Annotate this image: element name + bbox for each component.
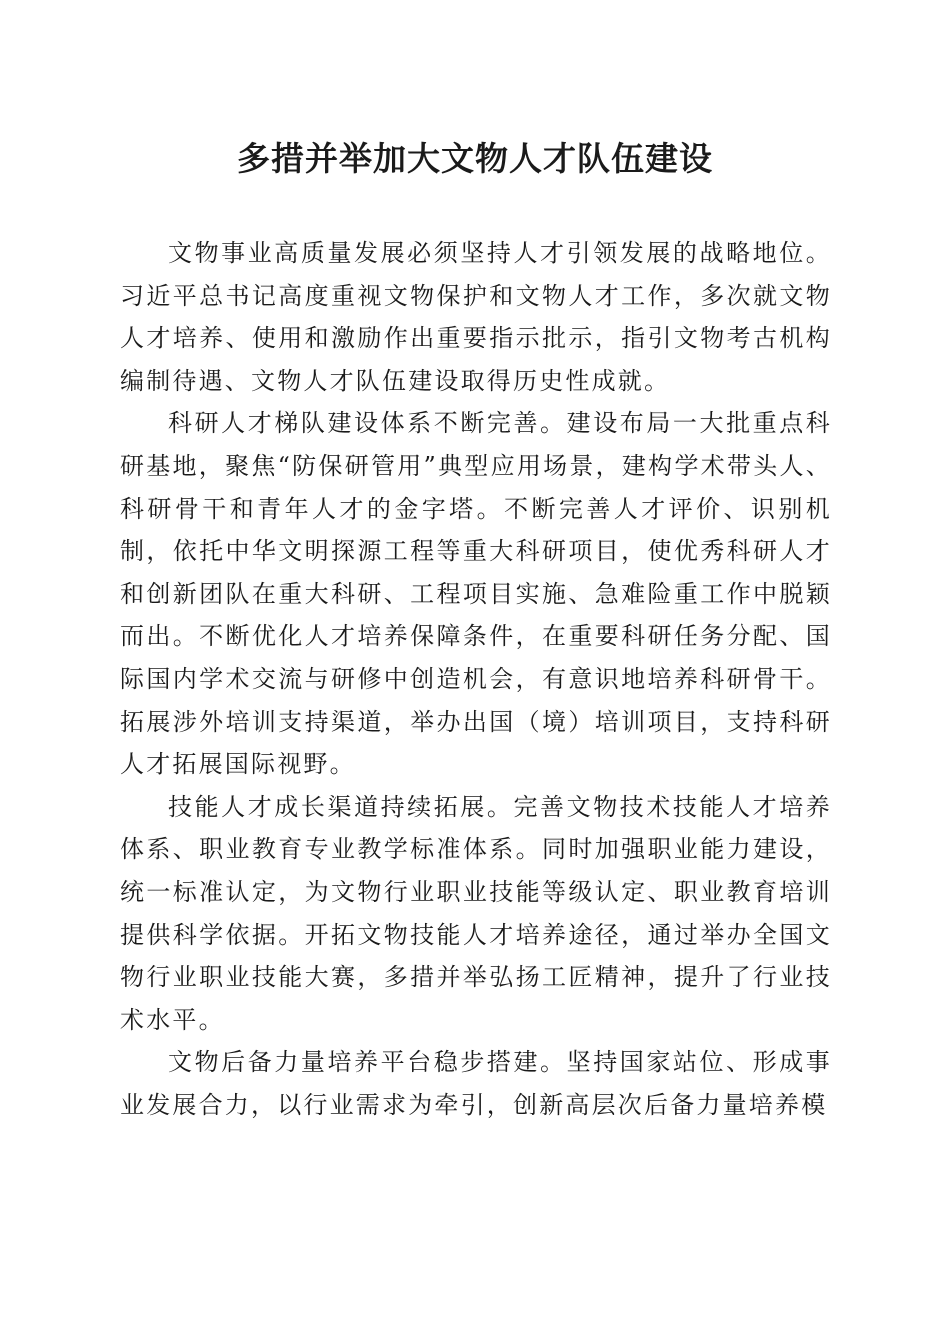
document-title: 多措并举加大文物人才队伍建设 <box>237 139 713 178</box>
paragraph-reserve-talent: 文物后备力量培养平台稳步搭建。坚持国家站位、形成事业发展合力，以行业需求为牵引，创新高层次后备力量培养模 <box>120 1048 832 1119</box>
paragraph-research-talent: 科研人才梯队建设体系不断完善。建设布局一大批重点科研基地，聚焦“防保研管用”典型应用场景，建构学术带头人、科研骨干和青年人才的金字塔。不断完善人才评价、识别机制，依托中华文明探源工程等重大科研项目，使优秀科研人才和创新团队在重大科研、工程项目实施、急难险重工作中脱颖而出。不断优化人才培养保障条件，在重要科研任务分配、国际国内学术交流与研修中创造机会，有意识地培养科研骨干。拓展涉外培训支持渠道，举办出国（境）培训项目，支持科研人才拓展国际视野。 <box>120 409 832 779</box>
paragraph-intro: 文物事业高质量发展必须坚持人才引领发展的战略地位。习近平总书记高度重视文物保护和文物人才工作，多次就文物人才培养、使用和激励作出重要指示批示，指引文物考古机构编制待遇、文物人才队伍建设取得历史性成就。 <box>120 239 832 395</box>
paragraph-skilled-talent: 技能人才成长渠道持续拓展。完善文物技术技能人才培养体系、职业教育专业教学标准体系。同时加强职业能力建设，统一标准认定，为文物行业职业技能等级认定、职业教育培训提供科学依据。开拓文物技能人才培养途径，通过举办全国文物行业职业技能大赛，多措并举弘扬工匠精神，提升了行业技术水平。 <box>120 792 832 1034</box>
document-body <box>120 232 832 1126</box>
